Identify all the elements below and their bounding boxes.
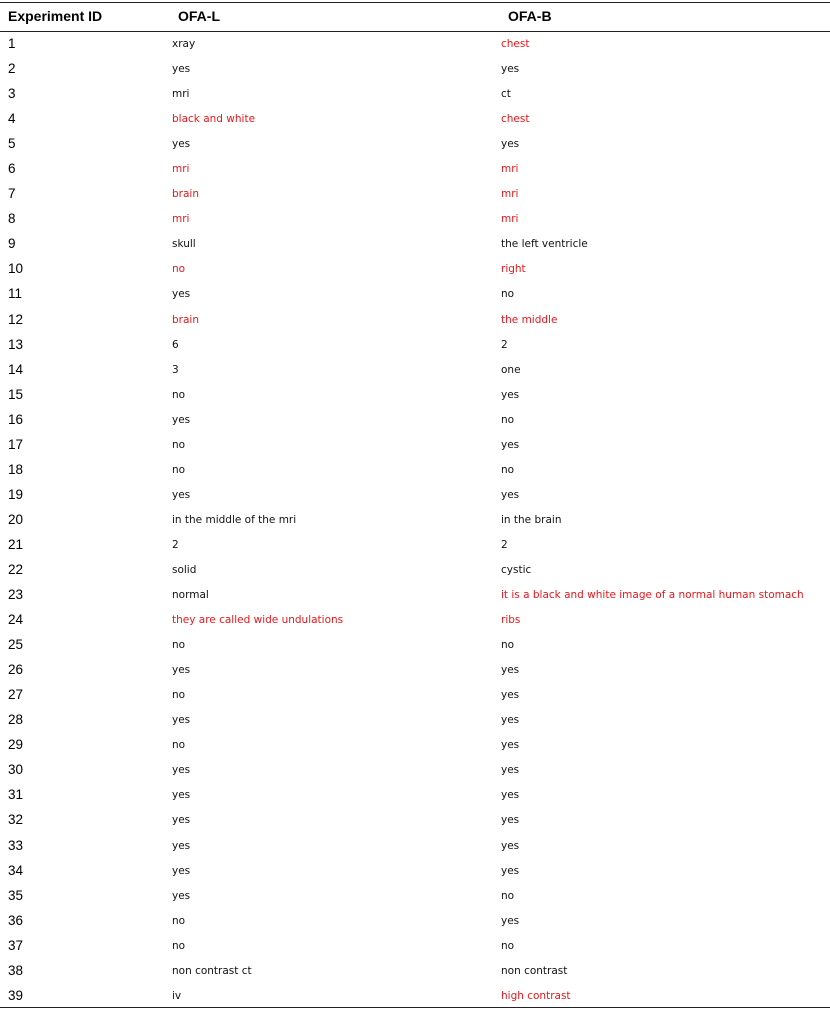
cell-experiment-id: 29	[8, 737, 24, 753]
cell-ofa-l: no	[172, 438, 186, 451]
table-row	[0, 232, 830, 257]
table-row	[0, 758, 830, 783]
cell-ofa-b: yes	[501, 488, 520, 501]
table-body	[0, 32, 830, 1009]
table-row	[0, 859, 830, 884]
cell-ofa-b: yes	[501, 764, 520, 777]
cell-ofa-l: solid	[172, 563, 197, 576]
header-ofa-l: OFA-L	[178, 8, 220, 24]
table-row	[0, 282, 830, 307]
cell-ofa-b: yes	[501, 138, 520, 151]
cell-ofa-b: no	[501, 639, 515, 652]
cell-experiment-id: 1	[8, 36, 16, 51]
cell-experiment-id: 14	[8, 361, 24, 377]
cell-ofa-b: non contrast	[501, 964, 568, 977]
cell-ofa-b: yes	[501, 789, 520, 802]
cell-ofa-l: yes	[172, 814, 191, 827]
table-row	[0, 583, 830, 608]
table-row	[0, 808, 830, 833]
cell-ofa-b: yes	[501, 388, 520, 401]
cell-ofa-b: yes	[501, 689, 520, 702]
cell-ofa-l: 2	[172, 538, 179, 551]
table-row	[0, 433, 830, 458]
cell-ofa-l: yes	[172, 138, 191, 151]
cell-experiment-id: 20	[8, 511, 24, 527]
table-row	[0, 358, 830, 383]
cell-ofa-b: yes	[501, 914, 520, 927]
cell-ofa-l: mri	[172, 213, 190, 226]
cell-ofa-l: yes	[172, 789, 191, 802]
cell-ofa-l: yes	[172, 714, 191, 727]
cell-ofa-b: chest	[501, 38, 530, 50]
table-row	[0, 483, 830, 508]
table-row	[0, 408, 830, 433]
cell-experiment-id: 21	[8, 536, 24, 552]
table-row	[0, 783, 830, 808]
table-row	[0, 107, 830, 132]
cell-ofa-l: no	[172, 914, 186, 927]
cell-experiment-id: 19	[8, 486, 24, 502]
cell-ofa-b: yes	[501, 839, 520, 852]
table-row	[0, 383, 830, 408]
table-row	[0, 708, 830, 733]
cell-experiment-id: 38	[8, 962, 24, 978]
header-ofa-b: OFA-B	[508, 8, 552, 24]
cell-experiment-id: 8	[8, 211, 16, 227]
cell-ofa-l: 6	[172, 338, 179, 351]
cell-ofa-l: yes	[172, 488, 191, 501]
cell-experiment-id: 25	[8, 637, 24, 653]
cell-ofa-b: 2	[501, 338, 508, 351]
cell-ofa-b: yes	[501, 814, 520, 827]
cell-experiment-id: 5	[8, 136, 16, 152]
cell-experiment-id: 18	[8, 461, 24, 477]
cell-ofa-b: no	[501, 413, 515, 426]
cell-experiment-id: 4	[8, 111, 16, 127]
table-row	[0, 633, 830, 658]
cell-ofa-l: in the middle of the mri	[172, 513, 297, 526]
header-experiment-id: Experiment ID	[8, 8, 103, 24]
cell-ofa-l: yes	[172, 889, 191, 902]
cell-ofa-b: it is a black and white image of a normal human stomach	[501, 589, 804, 602]
table-row	[0, 984, 830, 1009]
cell-experiment-id: 15	[8, 386, 24, 402]
cell-ofa-b: no	[501, 889, 515, 902]
cell-ofa-b: chest	[501, 113, 530, 126]
table-header	[0, 3, 830, 31]
cell-ofa-l: no	[172, 739, 186, 752]
cell-experiment-id: 24	[8, 612, 24, 628]
cell-ofa-l: 3	[172, 363, 179, 376]
cell-experiment-id: 3	[8, 86, 16, 102]
cell-ofa-b: 2	[501, 538, 508, 551]
cell-experiment-id: 10	[8, 261, 24, 277]
cell-experiment-id: 23	[8, 587, 24, 603]
cell-experiment-id: 12	[8, 311, 24, 327]
cell-ofa-l: skull	[172, 238, 196, 251]
cell-ofa-l: they are called wide undulations	[172, 614, 344, 627]
cell-ofa-l: non contrast ct	[172, 964, 252, 977]
cell-experiment-id: 11	[8, 286, 23, 302]
table-row	[0, 558, 830, 583]
table-row	[0, 32, 830, 57]
cell-experiment-id: 33	[8, 837, 24, 853]
table-row	[0, 207, 830, 232]
cell-ofa-b: yes	[501, 714, 520, 727]
cell-ofa-b: the middle	[501, 313, 558, 326]
cell-ofa-l: no	[172, 263, 186, 276]
cell-ofa-l: yes	[172, 764, 191, 777]
table-row	[0, 959, 830, 984]
cell-experiment-id: 13	[8, 336, 24, 352]
table-row	[0, 333, 830, 358]
table-row	[0, 909, 830, 934]
table-row	[0, 508, 830, 533]
table-row	[0, 683, 830, 708]
cell-ofa-b: mri	[501, 188, 519, 201]
table-row	[0, 733, 830, 758]
cell-experiment-id: 27	[8, 687, 24, 703]
cell-ofa-b: in the brain	[501, 513, 562, 526]
cell-ofa-b: high contrast	[501, 989, 571, 1002]
cell-ofa-l: brain	[172, 313, 199, 326]
cell-ofa-l: yes	[172, 288, 191, 301]
cell-ofa-b: cystic	[501, 563, 532, 576]
cell-ofa-b: ribs	[501, 614, 521, 627]
cell-ofa-l: brain	[172, 188, 199, 201]
table-row	[0, 132, 830, 157]
table-row	[0, 934, 830, 959]
cell-ofa-l: no	[172, 639, 186, 652]
cell-ofa-b: yes	[501, 63, 520, 76]
table-row	[0, 884, 830, 909]
table-row	[0, 182, 830, 207]
cell-ofa-l: iv	[172, 989, 182, 1002]
cell-ofa-b: mri	[501, 163, 519, 176]
cell-experiment-id: 9	[8, 236, 16, 252]
table-row	[0, 308, 830, 333]
cell-ofa-b: right	[501, 263, 526, 276]
cell-ofa-b: yes	[501, 438, 520, 451]
cell-ofa-l: no	[172, 463, 186, 476]
cell-experiment-id: 28	[8, 712, 24, 728]
cell-experiment-id: 30	[8, 762, 24, 778]
cell-experiment-id: 32	[8, 812, 24, 828]
cell-ofa-b: no	[501, 939, 515, 952]
cell-ofa-b: mri	[501, 213, 519, 226]
table-bottom-rule	[0, 1007, 830, 1008]
cell-ofa-b: yes	[501, 664, 520, 677]
table-row	[0, 834, 830, 859]
table-row	[0, 57, 830, 82]
table-row	[0, 458, 830, 483]
cell-experiment-id: 6	[8, 161, 16, 177]
cell-ofa-l: xray	[172, 38, 196, 50]
cell-ofa-b: no	[501, 288, 515, 301]
cell-experiment-id: 22	[8, 561, 24, 577]
table-row	[0, 157, 830, 182]
table-row	[0, 82, 830, 107]
cell-ofa-l: yes	[172, 839, 191, 852]
cell-experiment-id: 7	[8, 186, 16, 202]
cell-ofa-b: yes	[501, 739, 520, 752]
cell-ofa-l: no	[172, 388, 186, 401]
cell-ofa-l: mri	[172, 88, 190, 101]
cell-ofa-l: mri	[172, 163, 190, 176]
cell-ofa-l: no	[172, 939, 186, 952]
cell-experiment-id: 37	[8, 937, 24, 953]
cell-ofa-b: one	[501, 363, 521, 376]
cell-ofa-b: yes	[501, 864, 520, 877]
cell-ofa-l: normal	[172, 589, 209, 602]
table-row	[0, 658, 830, 683]
table-row	[0, 608, 830, 633]
table-row	[0, 533, 830, 558]
cell-ofa-b: ct	[501, 88, 511, 101]
cell-ofa-l: black and white	[172, 113, 256, 126]
cell-experiment-id: 34	[8, 862, 24, 878]
cell-experiment-id: 17	[8, 436, 24, 452]
cell-ofa-l: no	[172, 689, 186, 702]
table-row	[0, 257, 830, 282]
cell-ofa-l: yes	[172, 864, 191, 877]
cell-ofa-b: the left ventricle	[501, 238, 588, 251]
cell-ofa-b: no	[501, 463, 515, 476]
cell-experiment-id: 35	[8, 887, 24, 903]
cell-experiment-id: 36	[8, 912, 24, 928]
cell-experiment-id: 26	[8, 662, 24, 678]
cell-ofa-l: yes	[172, 63, 191, 76]
cell-ofa-l: yes	[172, 664, 191, 677]
cell-experiment-id: 2	[8, 61, 16, 77]
cell-ofa-l: yes	[172, 413, 191, 426]
cell-experiment-id: 31	[8, 787, 24, 803]
cell-experiment-id: 16	[8, 411, 24, 427]
cell-experiment-id: 39	[8, 987, 24, 1003]
